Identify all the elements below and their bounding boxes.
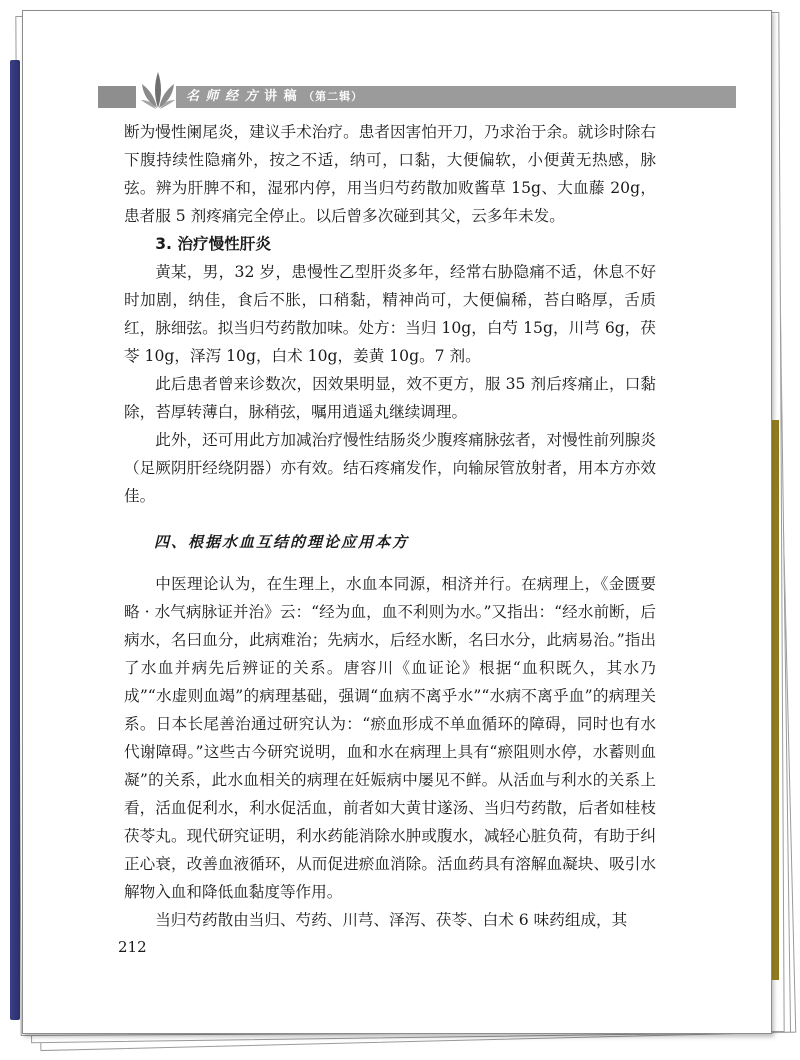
paragraph-followup: 此后患者曾来诊数次，因效果明显，效不更方，服 35 剂后疼痛止，口黏除，苔厚转薄白，脉稍弦，嘱用逍遥丸继续调理。 <box>124 375 656 421</box>
series-name: 名 师 经 方 <box>186 89 259 104</box>
paragraph-composition: 当归芍药散由当归、芍药、川芎、泽泻、茯苓、白术 6 味药组成，其 <box>155 911 628 929</box>
subheading-chronic-hepatitis: 3. 治疗慢性肝炎 <box>155 235 271 253</box>
paragraph-other-uses: 此外，还可用此方加减治疗慢性结肠炎少腹疼痛脉弦者，对慢性前列腺炎（足厥阴肝经绕阴器）亦有效。结石疼痛发作，向输尿管放射者，用本方亦效佳。 <box>124 431 656 505</box>
paragraph-case-huang: 黄某，男，32 岁，患慢性乙型肝炎多年，经常右胁隐痛不适，休息不好时加剧，纳佳，食后不胀，口稍黏，精神尚可，大便偏稀，苔白略厚，舌质红，脉细弦。拟当归芍药散加味。处方：当归 10g，白芍 15g，川芎 6g，茯苓 10g，泽泻 10g，白术 10g，姜黄 10g。7 剂。 <box>124 263 656 365</box>
paragraph-theory: 中医理论认为，在生理上，水血本同源，相济并行。在病理上，《金匮要略 · 水气病脉证并治》云：“经为血，血不利则为水。”又指出：“经水前断，后病水，名曰血分，此病难治；先病水，后经水断，名曰水分，此病易治。”指出了水血并病先后辨证的关系。唐容川《血证论》根据“血积既久，其水乃成”“水虚则血竭”的病理基础，强调“血病不离乎水”“水病不离乎血”的病理关系。日本长尾善治通过研究认为：“瘀血形成不单血循环的障碍，同时也有水代谢障碍。”这些古今研究说明，血和水在病理上具有“瘀阻则水停，水蓄则血凝”的关系，此水血相关的病理在妊娠病中屡见不鲜。从活血与利水的关系上看，活血促利水，利水促活血，前者如大黄甘遂汤、当归芍药散，后者如桂枝茯苓丸。现代研究证明，利水药能消除水肿或腹水，减轻心脏负荷，有助于纠正心衰，改善血液循环，从而促进瘀血消除。活血药具有溶解血凝块、吸引水解物入血和降低血黏度等作用。 <box>124 575 656 901</box>
section-heading-water-blood: 四、根据水血互结的理论应用本方 <box>154 533 410 551</box>
series-name-suffix: 讲 稿 <box>264 89 298 104</box>
running-header <box>186 86 363 108</box>
header-gray-block <box>98 86 136 108</box>
paragraph-continued: 断为慢性阑尾炎，建议手术治疗。患者因害怕开刀，乃求治于余。就诊时除右下腹持续性隐痛外，按之不适，纳可，口黏，大便偏软，小便黄无热感，脉弦。辨为肝脾不和，湿邪内停，用当归芍药散加败酱草 15g、大血藤 20g，患者服 5 剂疼痛完全停止。以后曾多次碰到其父，云多年未发。 <box>124 123 656 225</box>
page-number: 212 <box>118 938 147 956</box>
page-body <box>124 118 656 934</box>
book-spine-left <box>10 60 20 1020</box>
leaf-logo-icon <box>140 70 176 110</box>
volume-label: （第二辑） <box>303 90 364 103</box>
